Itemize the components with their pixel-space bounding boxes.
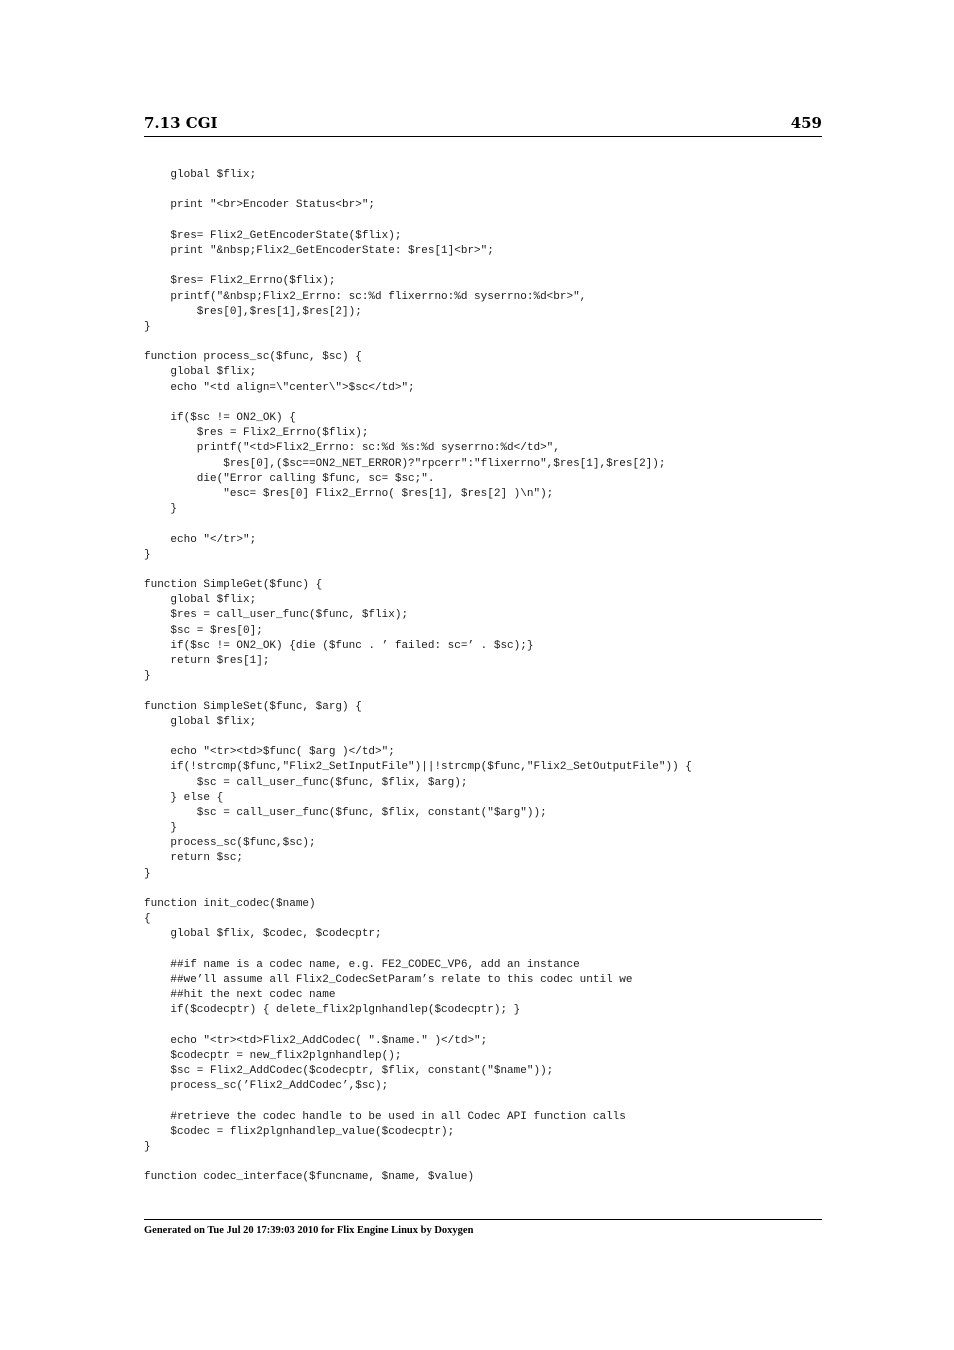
code-line: [144, 882, 822, 897]
code-line: process_sc($func,$sc);: [144, 837, 316, 850]
code-line: [144, 730, 822, 745]
code-line: return $res[1];: [144, 655, 270, 667]
code-line: }: [144, 503, 178, 516]
code-line: function SimpleSet($func, $arg) {: [144, 700, 362, 713]
code-line: echo "</tr>";: [144, 533, 257, 546]
footer-divider: [144, 1219, 822, 1220]
code-line: die("Error calling $func, sc= $sc;".: [144, 472, 435, 485]
code-line: if($codecptr) { delete_flix2plgnhandlep($codecptr); }: [144, 1004, 521, 1017]
code-line: $sc = $res[0];: [144, 624, 263, 637]
section-title: 7.13 CGI: [144, 114, 218, 132]
code-line: if($sc != ON2_OK) {: [144, 412, 296, 424]
code-line: printf("&nbsp;Flix2_Errno: sc:%d flixerrno:%d syserrno:%d<br>",: [144, 290, 587, 303]
code-line: [144, 517, 822, 532]
code-line: global $flix;: [144, 594, 257, 607]
code-line: } else {: [144, 791, 224, 804]
code-line: function codec_interface($funcname, $name, $value): [144, 1171, 475, 1184]
page-header: [144, 112, 822, 137]
code-line: global $flix;: [144, 715, 257, 728]
code-line: $res= Flix2_Errno($flix);: [144, 275, 336, 288]
code-line: print "<br>Encoder Status<br>";: [144, 199, 376, 212]
code-line: $sc = call_user_func($func, $flix, constant("$arg"));: [144, 806, 547, 819]
code-line: print "&nbsp;Flix2_GetEncoderState: $res[1]<br>";: [144, 244, 494, 257]
page-number: 459: [790, 114, 822, 132]
code-line: }: [144, 1141, 151, 1153]
code-line: [144, 396, 822, 411]
code-line: $codec = flix2plgnhandlep_value($codecptr);: [144, 1125, 455, 1138]
code-line: $sc = Flix2_AddCodec($codecptr, $flix, constant("$name"));: [144, 1065, 554, 1078]
code-line: [144, 1155, 822, 1170]
code-line: echo "<tr><td>Flix2_AddCodec( ".$name." )</td>";: [144, 1034, 488, 1047]
code-line: "esc= $res[0] Flix2_Errno( $res[1], $res[2] )\n");: [144, 487, 554, 500]
code-line: [144, 183, 822, 198]
code-line: global $flix;: [144, 169, 257, 181]
code-line: global $flix;: [144, 366, 257, 379]
code-line: if($sc != ON2_OK) {die ($func . ’ failed: sc=’ . $sc);}: [144, 639, 534, 652]
code-line: echo "<td align=\"center\">$sc</td>";: [144, 381, 415, 394]
code-line: process_sc(’Flix2_AddCodec’,$sc);: [144, 1080, 389, 1093]
code-line: [144, 684, 822, 699]
code-line: echo "<tr><td>$func( $arg )</td>";: [144, 746, 395, 759]
code-line: $sc = call_user_func($func, $flix, $arg);: [144, 776, 468, 789]
code-line: [144, 335, 822, 350]
code-line: $codecptr = new_flix2plgnhandlep();: [144, 1049, 402, 1062]
code-line: printf("<td>Flix2_Errno: sc:%d %s:%d syserrno:%d</td>",: [144, 442, 560, 455]
code-line: }: [144, 548, 151, 561]
code-line: function init_codec($name): [144, 898, 316, 910]
code-line: [144, 214, 822, 229]
code-line: [144, 259, 822, 274]
code-line: $res[0],$res[1],$res[2]);: [144, 305, 362, 318]
code-line: }: [144, 822, 178, 835]
code-line: $res= Flix2_GetEncoderState($flix);: [144, 229, 402, 242]
code-line: return $sc;: [144, 852, 244, 865]
code-line: $res = call_user_func($func, $flix);: [144, 609, 409, 622]
code-line: ##hit the next codec name: [144, 989, 336, 1002]
code-line: function SimpleGet($func) {: [144, 579, 323, 592]
code-line: $res[0],($sc==ON2_NET_ERROR)?"rpcerr":"flixerrno",$res[1],$res[2]);: [144, 457, 666, 470]
code-line: if(!strcmp($func,"Flix2_SetInputFile")||!strcmp($func,"Flix2_SetOutputFile")) {: [144, 761, 692, 774]
code-line: function process_sc($func, $sc) {: [144, 351, 362, 364]
code-line: [144, 1094, 822, 1109]
code-line: [144, 1019, 822, 1034]
code-line: }: [144, 670, 151, 683]
code-line: }: [144, 320, 151, 333]
code-line: ##if name is a codec name, e.g. FE2_CODEC_VP6, add an instance: [144, 958, 580, 971]
code-line: ##we’ll assume all Flix2_CodecSetParam’s relate to this codec until we: [144, 973, 633, 986]
code-line: global $flix, $codec, $codecptr;: [144, 928, 382, 941]
code-line: }: [144, 867, 151, 880]
code-listing: [144, 168, 822, 1186]
footer-text: Generated on Tue Jul 20 17:39:03 2010 for Flix Engine Linux by Doxygen: [144, 1225, 474, 1236]
code-line: {: [144, 913, 151, 926]
code-line: [144, 943, 822, 958]
code-line: $res = Flix2_Errno($flix);: [144, 427, 369, 440]
code-line: [144, 563, 822, 578]
code-line: #retrieve the codec handle to be used in all Codec API function calls: [144, 1110, 626, 1123]
